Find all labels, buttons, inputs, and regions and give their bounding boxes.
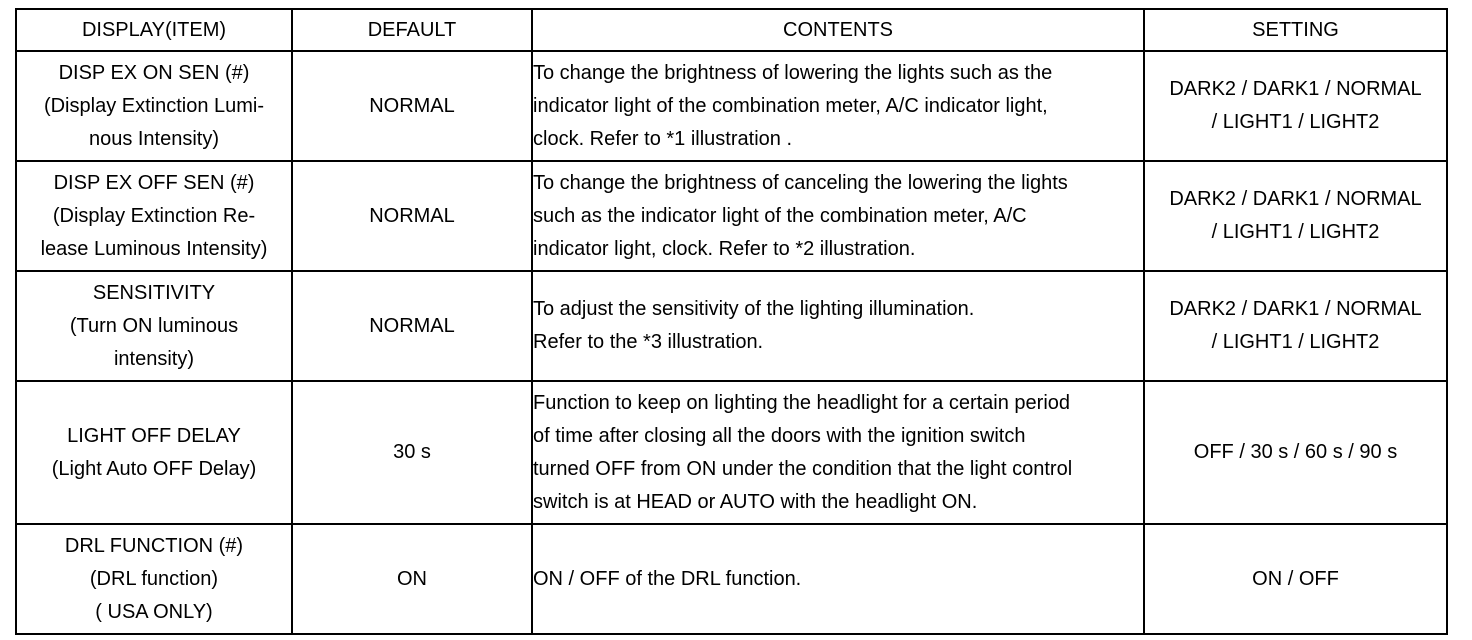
item-line: (Light Auto OFF Delay) xyxy=(51,457,257,480)
contents-cell xyxy=(532,271,1144,381)
setting-line: / LIGHT1 / LIGHT2 xyxy=(1211,221,1380,243)
contents-line: ON / OFF of the DRL function. xyxy=(533,567,802,590)
table-row xyxy=(16,381,1447,524)
setting-cell xyxy=(1144,271,1447,381)
contents-line: To adjust the sensitivity of the lighting illumination. xyxy=(533,298,975,320)
item-line: ( USA ONLY) xyxy=(95,600,213,623)
default-cell: NORMAL xyxy=(292,161,532,271)
contents-line: of time after closing all the doors with the ignition switch xyxy=(533,424,1026,447)
setting-cell xyxy=(1144,381,1447,524)
item-cell xyxy=(16,524,292,634)
contents-line: To change the brightness of lowering the lights such as the xyxy=(533,61,1053,84)
setting-line: ON / OFF xyxy=(1252,567,1339,590)
setting-line: DARK2 / DARK1 / NORMAL xyxy=(1169,298,1422,320)
contents-line: such as the indicator light of the combination meter, A/C xyxy=(533,204,1027,227)
setting-cell xyxy=(1144,51,1447,161)
item-line: lease Luminous Intensity) xyxy=(40,237,268,260)
header-display-item: DISPLAY(ITEM) xyxy=(16,9,292,51)
default-cell: NORMAL xyxy=(292,51,532,161)
table-row xyxy=(16,161,1447,271)
contents-cell xyxy=(532,524,1144,634)
contents-line: switch is at HEAD or AUTO with the headlight ON. xyxy=(533,490,978,513)
setting-line: / LIGHT1 / LIGHT2 xyxy=(1211,331,1380,353)
table-row xyxy=(16,524,1447,634)
contents-line: turned OFF from ON under the condition that the light control xyxy=(533,457,1073,480)
item-line: DRL FUNCTION (#) xyxy=(64,534,244,557)
item-cell xyxy=(16,271,292,381)
settings-table xyxy=(15,8,1448,635)
setting-line: OFF / 30 s / 60 s / 90 s xyxy=(1193,441,1398,463)
item-cell xyxy=(16,51,292,161)
item-line: DISP EX ON SEN (#) xyxy=(58,61,250,84)
contents-cell xyxy=(532,161,1144,271)
item-line: SENSITIVITY xyxy=(92,281,216,304)
default-cell: 30 s xyxy=(292,381,532,524)
contents-line: indicator light of the combination meter, A/C indicator light, xyxy=(533,94,1048,117)
setting-line: / LIGHT1 / LIGHT2 xyxy=(1211,111,1380,133)
item-cell xyxy=(16,161,292,271)
item-line: DISP EX OFF SEN (#) xyxy=(53,171,255,194)
item-line: (Display Extinction Lumi- xyxy=(43,94,265,117)
contents-line: clock. Refer to *1 illustration . xyxy=(533,127,792,150)
item-line: (DRL function) xyxy=(89,567,219,590)
item-line: LIGHT OFF DELAY xyxy=(67,424,241,447)
contents-cell xyxy=(532,381,1144,524)
setting-line: DARK2 / DARK1 / NORMAL xyxy=(1169,188,1422,210)
item-cell xyxy=(16,381,292,524)
setting-cell xyxy=(1144,524,1447,634)
contents-line: Function to keep on lighting the headlight for a certain period xyxy=(533,391,1071,414)
header-default: DEFAULT xyxy=(292,9,532,51)
table-row xyxy=(16,271,1447,381)
item-line: nous Intensity) xyxy=(88,127,220,150)
header-row xyxy=(16,9,1447,51)
table-row xyxy=(16,51,1447,161)
contents-line: To change the brightness of canceling the lowering the lights xyxy=(533,171,1068,194)
setting-cell xyxy=(1144,161,1447,271)
header-contents: CONTENTS xyxy=(532,9,1144,51)
contents-cell xyxy=(532,51,1144,161)
contents-line: Refer to the *3 illustration. xyxy=(533,331,764,353)
default-cell: ON xyxy=(292,524,532,634)
item-line: intensity) xyxy=(113,347,195,370)
item-line: (Display Extinction Re- xyxy=(52,204,256,227)
setting-line: DARK2 / DARK1 / NORMAL xyxy=(1169,78,1422,100)
item-line: (Turn ON luminous xyxy=(69,314,239,337)
header-setting: SETTING xyxy=(1144,9,1447,51)
default-cell: NORMAL xyxy=(292,271,532,381)
contents-line: indicator light, clock. Refer to *2 illustration. xyxy=(533,237,916,260)
